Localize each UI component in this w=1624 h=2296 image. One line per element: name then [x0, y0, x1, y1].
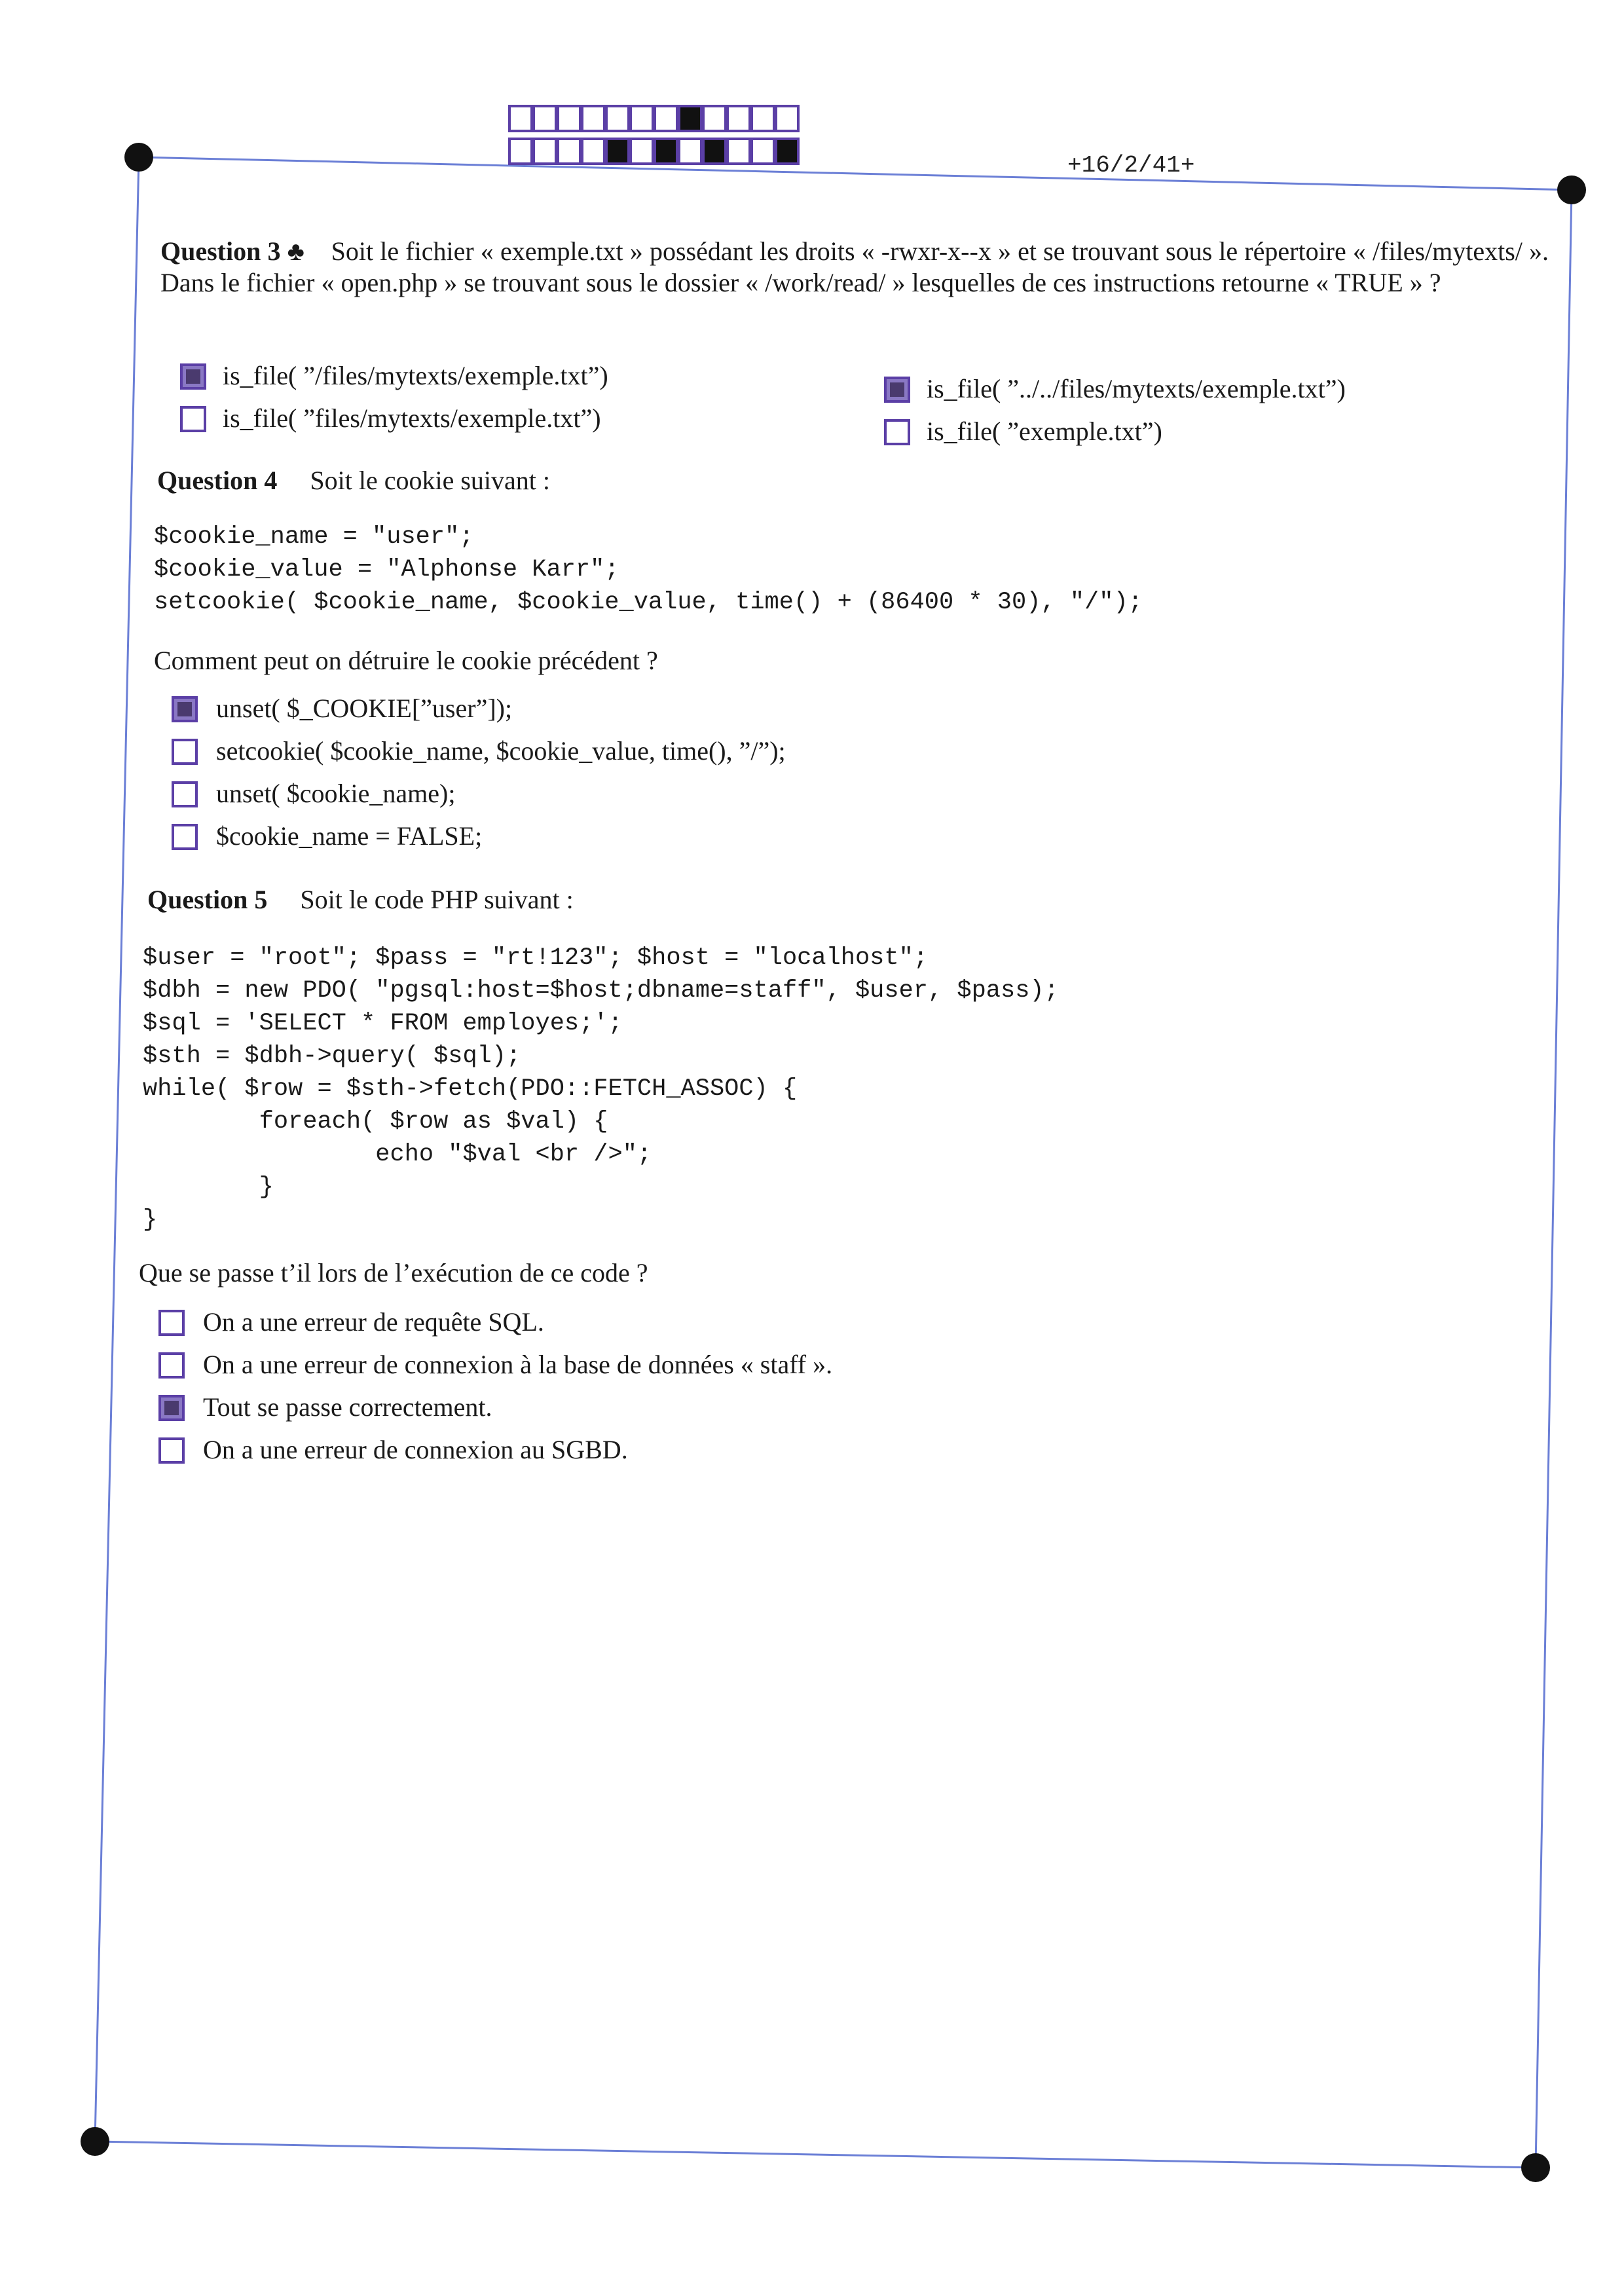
q5-option-4-checkbox[interactable] [158, 1437, 185, 1464]
barcode-cell [728, 106, 750, 131]
barcode-cell [631, 139, 653, 164]
question-4-title: Question 4 [157, 466, 278, 495]
q4-option-4-checkbox[interactable] [172, 824, 198, 850]
q5-option-2-label: On a une erreur de connexion à la base de données « staff ». [203, 1350, 833, 1379]
q3-option-1-label: is_file( ”/files/mytexts/exemple.txt”) [223, 361, 608, 390]
q4-option-3-checkbox[interactable] [172, 781, 198, 807]
barcode-cell [728, 139, 750, 164]
barcode-cell [655, 106, 677, 131]
q3-option-2-label: is_file( ”files/mytexts/exemple.txt”) [223, 403, 601, 433]
q5-option-3-label: Tout se passe correctement. [203, 1392, 492, 1422]
question-4-code: $cookie_name = "user"; $cookie_value = "Alphonse Karr"; setcookie( $cookie_name, $cookie_value, time() + (86400 * 30), "/"); [154, 523, 1143, 616]
barcode-cell [776, 139, 798, 164]
barcode-cell [509, 106, 532, 131]
question-4-header [157, 465, 550, 496]
corner-mark-top-left [124, 143, 153, 172]
barcode-cell [655, 139, 677, 164]
barcode-cell [534, 139, 556, 164]
q5-option-1-label: On a une erreur de requête SQL. [203, 1307, 544, 1337]
barcode-cell [679, 139, 701, 164]
barcode-cell [752, 106, 774, 131]
corner-mark-top-right [1557, 176, 1586, 204]
question-3-text: Soit le fichier « exemple.txt » possédant les droits « -rwxr-x--x » et se trouvant sous le répertoire « /files/mytexts/ ». Dans le fichier « open.php » se trouvant sous le dossier « /work/read/ » lesquelles de ces instructions retourne « TRUE » ? [160, 236, 1549, 297]
q5-option-4-label: On a une erreur de connexion au SGBD. [203, 1435, 628, 1464]
barcode-cell [631, 106, 653, 131]
question-5-intro: Soit le code PHP suivant : [300, 885, 574, 914]
q5-option-2-checkbox[interactable] [158, 1352, 185, 1379]
barcode-cell [582, 139, 604, 164]
q4-option-2-checkbox[interactable] [172, 739, 198, 765]
barcode-cell [606, 139, 629, 164]
question-5-prompt: Que se passe t’il lors de l’exécution de ce code ? [139, 1258, 648, 1287]
q4-option-1-label: unset( $_COOKIE[”user”]); [216, 694, 513, 723]
barcode-cell [703, 139, 726, 164]
barcode-cell [558, 139, 580, 164]
q3-option-4-label: is_file( ”exemple.txt”) [927, 417, 1162, 446]
barcode-cell [558, 106, 580, 131]
q4-option-4-label: $cookie_name = FALSE; [216, 821, 483, 851]
corner-mark-bottom-right [1521, 2153, 1550, 2182]
barcode-row-2 [509, 139, 798, 164]
corner-mark-bottom-left [81, 2127, 109, 2156]
barcode-cell [582, 106, 604, 131]
q3-option-3-checkbox[interactable] [884, 377, 910, 403]
barcode-cell [776, 106, 798, 131]
question-5-title: Question 5 [147, 885, 268, 914]
question-4-intro: Soit le cookie suivant : [310, 466, 550, 495]
q4-option-1-checkbox[interactable] [172, 696, 198, 722]
question-5-header [147, 884, 574, 916]
q4-option-3-label: unset( $cookie_name); [216, 779, 456, 808]
barcode-cell [679, 106, 701, 131]
q3-option-3-label: is_file( ”../../files/mytexts/exemple.txt”) [927, 374, 1346, 403]
q4-option-2-label: setcookie( $cookie_name, $cookie_value, time(), ”/”); [216, 736, 786, 766]
barcode-cell [534, 106, 556, 131]
q3-option-4-checkbox[interactable] [884, 419, 910, 445]
barcode-cell [703, 106, 726, 131]
barcode-cell [752, 139, 774, 164]
barcode-row-1 [509, 106, 798, 131]
q3-option-1-checkbox[interactable] [180, 363, 206, 390]
page-code: +16/2/41+ [1067, 152, 1195, 179]
q3-option-2-checkbox[interactable] [180, 406, 206, 432]
q5-option-3-checkbox[interactable] [158, 1395, 185, 1421]
club-icon: ♣ [287, 236, 305, 266]
question-4-prompt: Comment peut on détruire le cookie précédent ? [154, 646, 658, 675]
barcode-cell [606, 106, 629, 131]
question-3-title: Question 3 [160, 236, 281, 266]
question-5-code: $user = "root"; $pass = "rt!123"; $host = "localhost"; $dbh = new PDO( "pgsql:host=$host;dbname=staff", $user, $pass); $sql = 'SELECT * FROM employes;'; $sth = $dbh->query( $sql); while( $row = $sth->fetch(PDO::FETCH_ASSOC) { foreach( $row as $val) { echo "$val <br />"; } } [143, 944, 1059, 1234]
barcode-cell [509, 139, 532, 164]
question-3-statement [160, 236, 1549, 299]
q5-option-1-checkbox[interactable] [158, 1310, 185, 1336]
